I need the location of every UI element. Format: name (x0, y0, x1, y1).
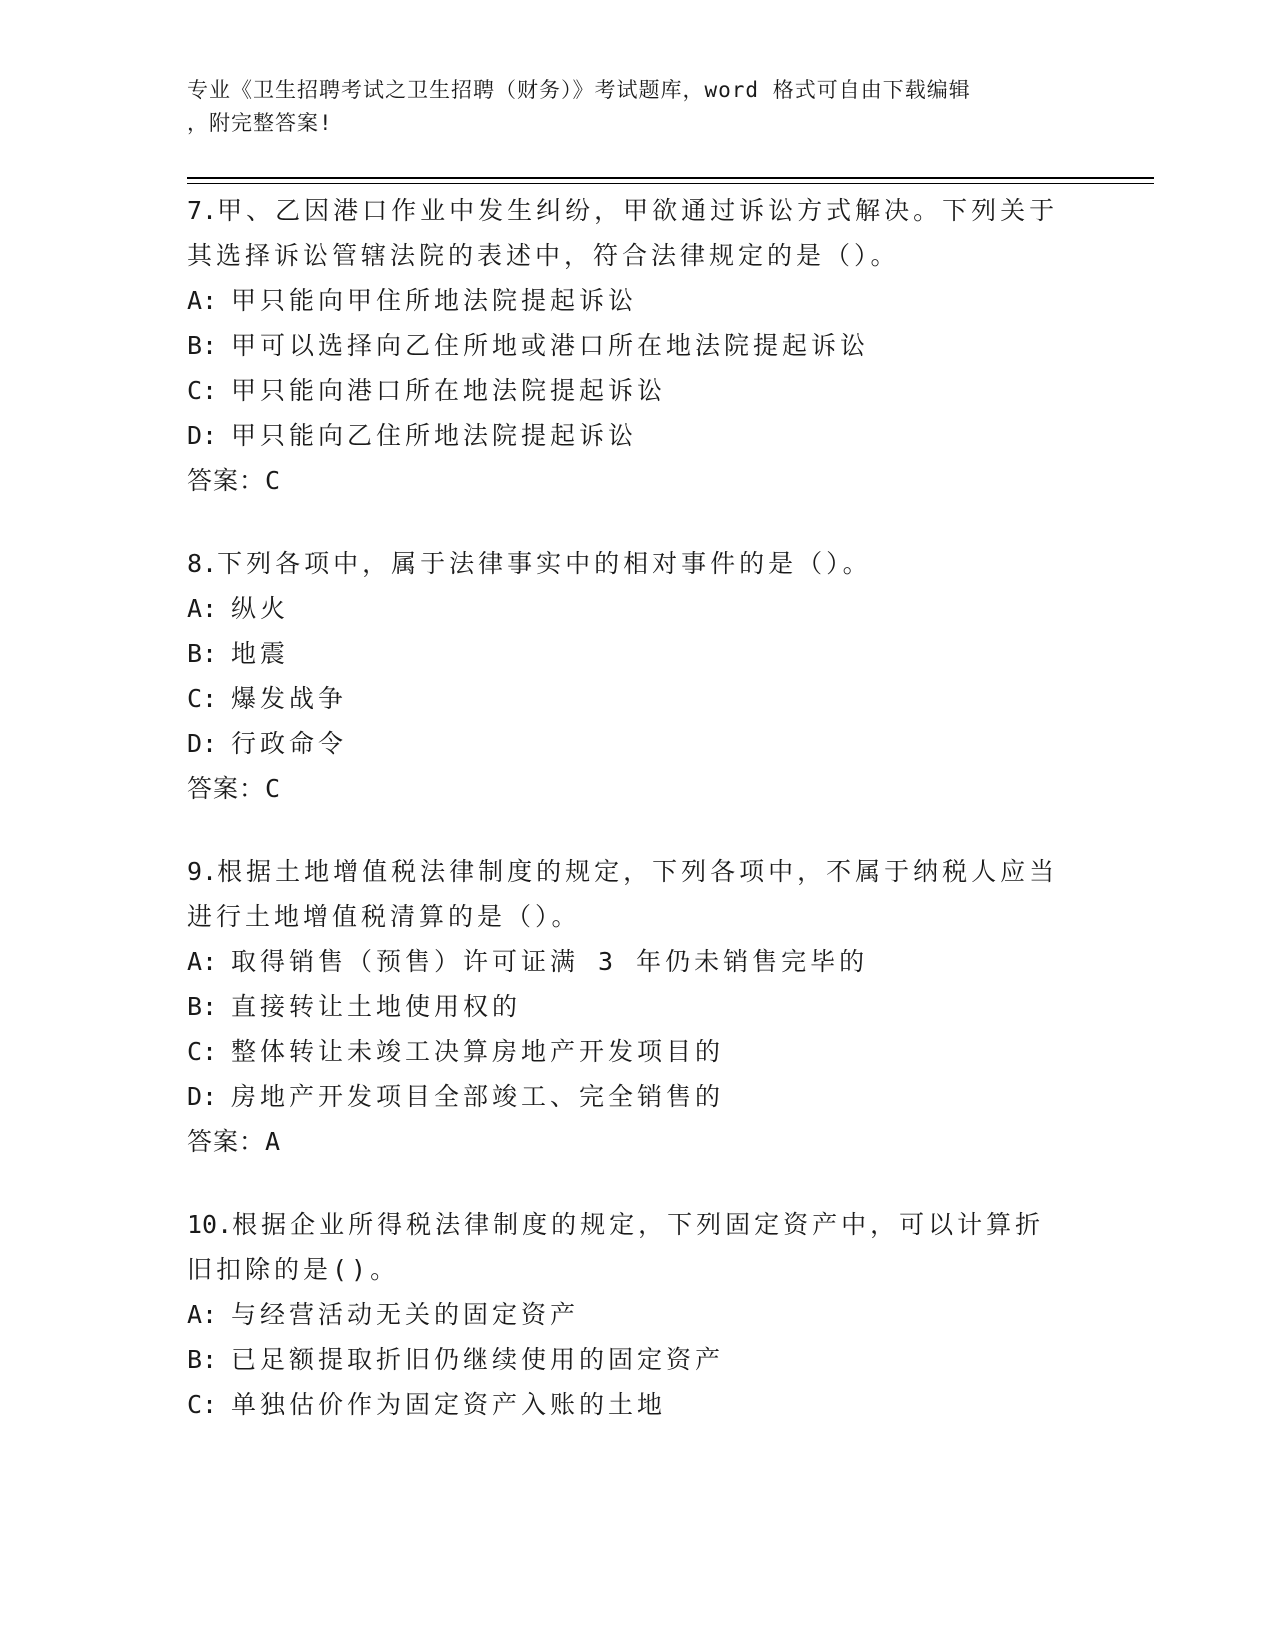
option-key: A: (187, 286, 218, 315)
option-key: B: (187, 1345, 218, 1374)
answer-value: C (265, 466, 282, 495)
option-key: D: (187, 729, 218, 758)
option-key: A: (187, 594, 218, 623)
question-number: 7. (187, 196, 218, 225)
answer-line (187, 458, 1067, 503)
option-text: 甲只能向港口所在地法院提起诉讼 (231, 376, 667, 405)
option-key: D: (187, 1082, 218, 1111)
answer-label: 答案： (187, 1127, 266, 1156)
question-list (187, 188, 1067, 1465)
option-c (187, 676, 1067, 721)
option-text: 地震 (231, 639, 290, 668)
answer-label: 答案： (187, 774, 266, 803)
question-text (187, 541, 1067, 586)
option-text: 已足额提取折旧仍继续使用的固定资产 (231, 1345, 725, 1374)
option-a (187, 586, 1067, 631)
option-key: B: (187, 639, 218, 668)
question-number: 10. (187, 1210, 233, 1239)
option-c (187, 1382, 1067, 1427)
question-10 (187, 1202, 1067, 1427)
option-text: 行政命令 (231, 729, 348, 758)
header-divider-thin (187, 183, 1154, 184)
question-9 (187, 849, 1067, 1164)
option-text: 整体转让未竣工决算房地产开发项目的 (231, 1037, 725, 1066)
question-body: 下列各项中，属于法律事实中的相对事件的是（）。 (217, 549, 872, 578)
option-c (187, 1029, 1067, 1074)
answer-label: 答案： (187, 466, 266, 495)
question-text (187, 849, 1067, 939)
option-key: B: (187, 992, 218, 1021)
option-c (187, 368, 1067, 413)
question-text (187, 1202, 1067, 1292)
option-text: 取得销售（预售）许可证满 3 年仍未销售完毕的 (231, 947, 869, 976)
option-text: 直接转让土地使用权的 (231, 992, 522, 1021)
option-text: 与经营活动无关的固定资产 (231, 1300, 580, 1329)
header-divider-thick (187, 177, 1154, 179)
answer-line (187, 766, 1067, 811)
option-b (187, 984, 1067, 1029)
option-key: B: (187, 331, 218, 360)
question-body: 甲、乙因港口作业中发生纠纷，甲欲通过诉讼方式解决。下列关于其选择诉讼管辖法院的表述中，符合法律规定的是（）。 (187, 196, 1059, 270)
answer-value: A (265, 1127, 282, 1156)
option-b (187, 1337, 1067, 1382)
option-d (187, 1074, 1067, 1119)
header-line-2: ，附完整答案! (187, 111, 333, 135)
question-8 (187, 541, 1067, 811)
question-7 (187, 188, 1067, 503)
question-body: 根据土地增值税法律制度的规定，下列各项中，不属于纳税人应当进行土地增值税清算的是（）。 (187, 857, 1059, 931)
option-text: 房地产开发项目全部竣工、完全销售的 (231, 1082, 725, 1111)
option-text: 单独估价作为固定资产入账的土地 (231, 1390, 667, 1419)
question-number: 9. (187, 857, 218, 886)
option-text: 爆发战争 (231, 684, 348, 713)
option-key: C: (187, 684, 218, 713)
option-b (187, 631, 1067, 676)
option-a (187, 939, 1067, 984)
option-a (187, 1292, 1067, 1337)
option-d (187, 721, 1067, 766)
option-text: 甲只能向甲住所地法院提起诉讼 (231, 286, 638, 315)
header-line-1: 专业《卫生招聘考试之卫生招聘（财务）》考试题库，word 格式可自由下载编辑 (187, 78, 971, 102)
option-key: A: (187, 1300, 218, 1329)
option-text: 纵火 (231, 594, 290, 623)
option-key: D: (187, 421, 218, 450)
option-key: C: (187, 1037, 218, 1066)
option-b (187, 323, 1067, 368)
option-a (187, 278, 1067, 323)
question-body: 根据企业所得税法律制度的规定，下列固定资产中，可以计算折旧扣除的是()。 (187, 1210, 1045, 1284)
option-d (187, 413, 1067, 458)
answer-value: C (265, 774, 282, 803)
question-number: 8. (187, 549, 218, 578)
option-key: C: (187, 1390, 218, 1419)
answer-line (187, 1119, 1067, 1164)
option-text: 甲可以选择向乙住所地或港口所在地法院提起诉讼 (231, 331, 870, 360)
option-key: C: (187, 376, 218, 405)
option-text: 甲只能向乙住所地法院提起诉讼 (231, 421, 638, 450)
question-text (187, 188, 1067, 278)
document-header (187, 74, 1067, 140)
option-key: A: (187, 947, 218, 976)
